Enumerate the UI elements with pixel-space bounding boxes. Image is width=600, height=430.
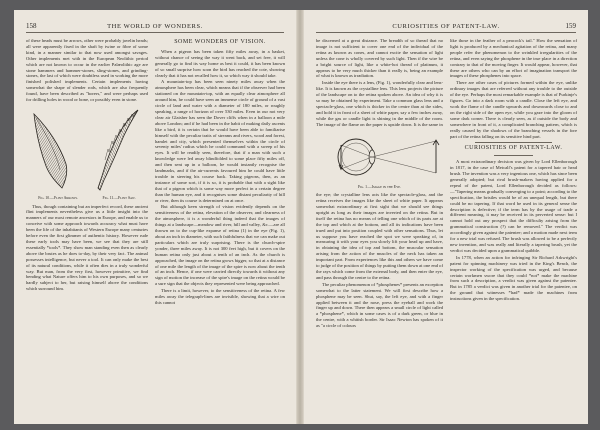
left-column-1 bbox=[26, 38, 148, 414]
paragraph: A mountain-top has been seen ninety miles away when the atmosphere has been clear, which means that if the observer had been stationed on the mountain-top, with an equally clear atmosphere all around him, he could have seen an immense circle of ground of a vast circle of land and water with a diameter of 180 miles, or roughly speaking, a range of horizon of over 530 miles. Even in our not very clear air Glaisher has seen the Dover cliffs when in a balloon a mile above London; and if he had been in the habit of making daily ascents like a bird, it is certain that he would have been able to familiarise himself with the peculiar traits of streams and rivers, wood and forest, hamlet and city, which presented themselves within the circle of seventy miles' radius which he could command with a sweep of his eyes. It will be readily seen, therefore, that if a man with such a knowledge were led away blindfolded to some place fifty miles off, and then sent up in a balloon, he would instantly recognise the landmarks, and if the air-currents favoured him he could have little trouble in steering his course back. Taking pigeons, then, as an instance of some sort, if it is so, it is probable that with a sight like that of a pigeon which is some way more perfect in a certain degree than the human eye, and it recognises some distant peculiarity of hill or river, then its course is determined on at once. bbox=[155, 79, 285, 203]
paragraph: But although keen strength of vision evidently depends on the sensitiveness of the retina, elevation of the observer, and clearness of the atmosphere, it is a wonderful thing indeed that the images of things at a landscape—meadow and river, hill and valley, &c.—are all thrown on to the cup-like expanse of retina (1) in the eye (Fig. 1), about an inch in diameter, with such faithfulness that we can make out particulars which are truly surprising. There is the church-spire yonder, three miles away. It is not 300 feet high, but it covers on the human retina only just about a tenth of an inch. As the church is approached, the image on the retina grows bigger, so that at a distance of one mile the length of the image of the spire is now about the tenth of an inch. Hence, if one were carried directly towards it without any sign of motion the increase of the spire's image on the retina would be a sure sign that the objects they represented were being approached. bbox=[155, 204, 285, 287]
right-page-number: 159 bbox=[565, 22, 576, 30]
paragraph: be discerned at a great distance. The breadth of so thread that no image is not sufficient to cover one end of the individual of the retina as known as cones, and cannot excite the sensation of light unless the cone is wholly covered by such light. Then if the wire be a bright source of light, like a white-hot thread of platinum, it appears to be very much thicker than it really is, being an example of what is known as irradiation. bbox=[316, 38, 443, 79]
section-divider-2 bbox=[494, 155, 532, 156]
left-page-number: 158 bbox=[26, 22, 37, 30]
caption-fig-1: Fig. 1.—Image in the Eye. bbox=[357, 184, 402, 189]
flint-saw-drawing bbox=[98, 110, 138, 190]
left-page bbox=[14, 10, 297, 424]
paragraph: Inside the eye there is a lens, (Fig. 1), wonderfully clear and lens-like. It is known as the crystalline lens. This lens projects the picture of the landscape on to the retina spoken above. An idea of why it is so may be obtained by experiment. Take a common glass lens and a spectacle-glass, one which is thicker in the centre than at the sides, and hold it in front of a sheet of white paper, say a few inches away, while the gas or candle light is shining in the middle of the room. The image of the flame on the paper is upside down. It is the same in bbox=[316, 80, 443, 127]
caption-fig-10: Fig. 10.—Flint Arrows. bbox=[38, 195, 78, 200]
section-heading-patent: CURIOSITIES OF PATENT-LAW. bbox=[464, 145, 563, 152]
left-col1-bottom-text bbox=[26, 204, 148, 293]
right-col2-top-text bbox=[450, 38, 577, 139]
paragraph: There is a limit, however, to the sensitiveness of the retina. A few miles away the telegraph-lines are invisible, showing that a wire on this cannot bbox=[155, 288, 285, 305]
flint-arrow-drawing bbox=[34, 114, 67, 188]
paragraph: In 1778, when an action for infringing Sir Richard Arkwright's patent for spinning machinery was tried in the King's Bench, the inspector working of the specification was urged, and because certain workmen swore that they could *not* make the machine from such a description, a verdict was given against the patentee. But in 1785 a verdict was given in another trial for the patentee, on the ground that witnesses *had* made the machines from instructions given in the specification. bbox=[450, 254, 577, 302]
paragraph: Thus, though containing but an imperfect record, these ancient flint implements nevertheless give us a little insight into the manners of our most remote ancestors in Europe, and enable us to conceive with some approach towards accuracy what must have been the life of the inhabitants of Western Europe many centuries before even the first glimmer of authentic history. However rude these early tools may have been, we see that they are still essentially *tools*. They show man standing even then as clearly above the brutes as he does to-day, by their very fact. The animal possesses intelligence, but never a tool. It can only make the best of its natural conditions, while it often dies in a truly wonderful way. But man, from the very first, however primitive, we find bending what Nature offers him to his own purposes, and so we hardly subject to her, but raising himself above the conditions which surround him. bbox=[26, 203, 148, 292]
right-col2-text bbox=[450, 159, 577, 302]
eye-figure-caption bbox=[316, 185, 443, 190]
flint-illustration bbox=[26, 106, 148, 194]
right-column-1 bbox=[316, 38, 443, 414]
right-page bbox=[303, 10, 588, 424]
flint-figure-captions bbox=[26, 196, 148, 201]
eye-diagram bbox=[316, 131, 443, 183]
paragraph: There are other cases of pictures formed within the eye, unlike ordinary images that are referred without any trouble to the outside of the eye. Perhaps the most remarkable example is that of Purkinje's figures. Go into a dark room with a candle. Close the left eye, and work the flame of the candle upwards and downwards close to and on the right side of the open eye, while you gaze into the gloom of some dark corner. There is clearly seen, as if outside the body and somewhere in front of it, a complicated branching pattern, which is really caused by the shadows of the branching vessels in the fore part of the retina falling on its sensitive hind part. bbox=[450, 80, 577, 139]
right-column-2 bbox=[450, 38, 577, 414]
section-divider bbox=[475, 142, 551, 143]
paragraph: like those in the feather of a peacock's tail." How the sensation of light is produced by a mechanical agitation of the retina, and many people refer the phenomenon to the wrinkled irregularities of the retina, and even saying the phosphene in the true place in a direction contrary to that of the moving finger. It would appear, however, that these are others who can by an effort of imagination transport the images of these phosphenes into space. bbox=[450, 38, 577, 79]
left-col2-text bbox=[155, 49, 285, 306]
left-column-2 bbox=[155, 38, 285, 414]
paragraph: The peculiar phenomenon of *phosphenes* presents an exception somewhat to the latter statement. We will first describe how a phosphene may be seen. Shut, say, the left eye, and with a finger applied between it and the nose, press the eyeball and work the finger up and down. There then appears a small circle of light called a *phosphene*, which in some cases is of a dark green, or blue in the centre, with a whitish border. Sir Isaac Newton has spoken of it as "a circle of colours bbox=[316, 281, 443, 329]
left-col1-top-text bbox=[26, 38, 148, 103]
section-heading-vision: SOME WONDERS OF VISION. bbox=[174, 39, 266, 45]
flint-figures bbox=[26, 106, 148, 194]
paragraph: A most extraordinary decision was given by Lord Ellenborough in 1817, in the case of Metcalf's patent for a tapered hair or head brush. The invention was a very ingenious one, which has since been generally adopted; but rival brush-makers having applied for a repeal of the patent, Lord Ellenborough decided as follows:—"Tapering means gradually converging to a point; according to the specification, the bristles would be of an unequal length, but there could be no tapering. If that word be used in its general sense the description is defective; if the term has by the usage of trade a different meaning, it may be received in its perverted sense: but I cannot hold out any prospect that the difficulty arising from the grammatical construction (?) can be removed." The verdict was accordingly given against the patentee; and a motion made next term for a new trial was refused. The brush was allowed to be a perfectly new invention, and was really and literally a tapering brush, yet the verdict was decided upon a grammatical quibble. bbox=[450, 159, 577, 253]
right-running-title: CURIOSITIES OF PATENT-LAW. bbox=[392, 23, 500, 30]
eyeball-outline bbox=[338, 139, 374, 175]
right-col1-top-text bbox=[316, 38, 443, 128]
caption-fig-11: Fig. 11.—Flint Saw. bbox=[102, 195, 136, 200]
right-running-head bbox=[316, 22, 576, 33]
paragraph: of these heads must be arrows, other were probably javelin heads; all were apparently fixed in the shaft by twine or fibre of some kind, in a manner similar to that now used amongst savages. Other implements met with in the European Neolithic period which are not known to occur in the earlier Palæolithic age are stone hammers and hammer-stones, sling-stones, and grinding-stones, the last of which were doubtless used in working the more finished polished implements. Certain implements having somewhat the shape of slender rods, which are also frequently found, have been described as "borers," and were perhaps used for drilling holes in wood or bone, or possibly even in stone. bbox=[26, 38, 148, 103]
left-running-title: THE WORLD OF WONDERS. bbox=[107, 23, 203, 30]
paragraph: When a pigeon has been taken fifty miles away, in a basket, without chance of seeing the way it went back, and set free, it will generally go to find its way home as best it could, it has been known of so small surprise how soon the bird has reached the cote, showing clearly that it has not recalled how it, so which way it should take. bbox=[155, 48, 285, 78]
paragraph: the eye; the crystalline lens acts like the spectacle-glass, and the retina receives the images like the sheet of white paper. It appears somewhat extraordinary at first sight that we should see things upright as long as their images are inverted on the retina. But in itself the retina has no means of telling one which of its parts are at the top and which at the bottom, and all its indications have been trued and put into position coupled with other sensations. Thus, let us suppose you have reached the spot we were speaking of, in measuring it with your eyes you slowly lift your head up and have, in obtaining the idea of top and bottom, the muscular sensation arising from the action of the muscles of the neck has taken an important part. From experiences like this and others we have come to judge of the position of things by putting them down at one end of the rays which come from the external body, and then enter the eye, and pass through the centre to the retina. bbox=[316, 192, 443, 280]
eye-figure bbox=[316, 131, 443, 183]
right-col1-bottom-text bbox=[316, 192, 443, 329]
left-running-head bbox=[26, 22, 284, 33]
